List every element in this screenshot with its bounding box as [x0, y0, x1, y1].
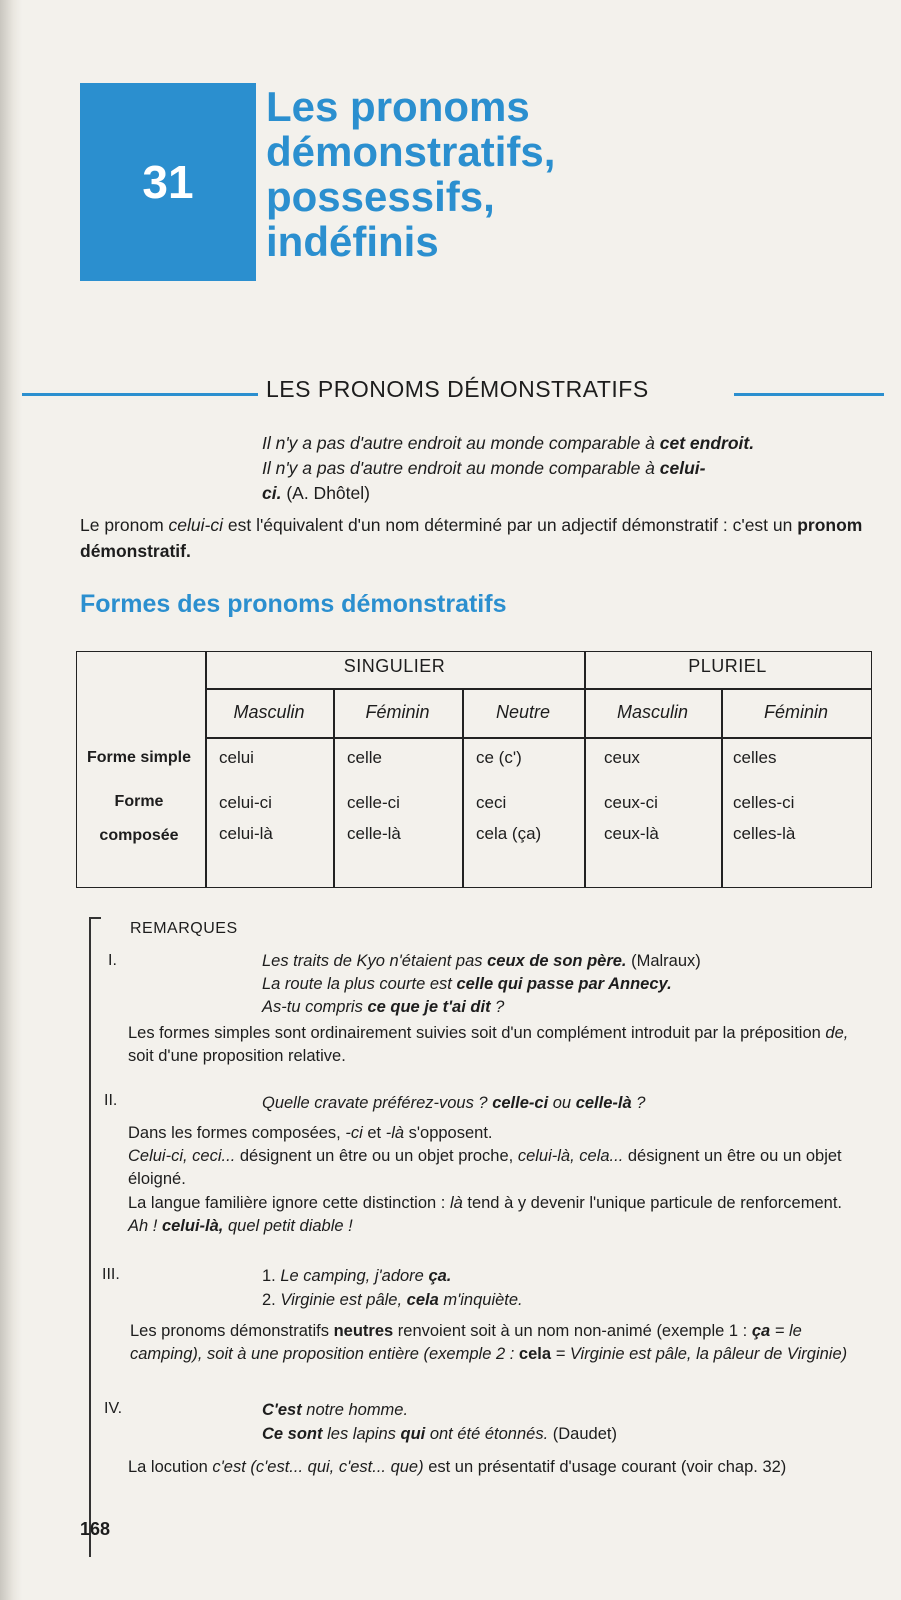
table-cell: celui-ci	[219, 793, 272, 812]
text: renvoient soit à un nom non-animé (exemple 1 :	[393, 1322, 752, 1340]
text: La locution	[128, 1458, 213, 1476]
text-italic: -là	[385, 1124, 405, 1142]
text-bold-italic: celui-là,	[161, 1217, 224, 1235]
text-italic: c'est (c'est... qui, c'est... que)	[212, 1458, 424, 1476]
example-emphasis: ceux de son père.	[487, 952, 627, 970]
text: soit d'une proposition relative.	[128, 1047, 346, 1065]
chapter-title-line: Les pronoms	[266, 83, 530, 130]
remark-numeral: IV.	[104, 1400, 123, 1417]
example-text: Les traits de Kyo n'étaient pas	[262, 952, 488, 970]
quote-emphasis: ci.	[262, 483, 282, 503]
text-italic: celui-ci	[168, 515, 223, 535]
table-group-singular: SINGULIER	[343, 656, 446, 676]
example-emphasis: qui	[400, 1425, 426, 1443]
intro-paragraph	[80, 512, 870, 564]
example-emphasis: cela	[406, 1291, 439, 1309]
text: Les formes simples sont ordinairement suivies soit d'un complément introduit par la préposition	[128, 1024, 826, 1042]
table-cell: ceci	[476, 793, 507, 812]
remark-numeral: III.	[102, 1266, 120, 1283]
page-number: 168	[80, 1519, 111, 1539]
table-cell: celui	[219, 748, 254, 767]
text: est un présentatif d'usage courant (voir chap. 32)	[423, 1458, 787, 1476]
example-emphasis: C'est	[262, 1401, 302, 1419]
table-column-header: Féminin	[763, 702, 829, 722]
table-cell: cela (ça)	[476, 824, 542, 843]
table-column-header: Féminin	[365, 702, 430, 722]
table-row-header: composée	[99, 827, 179, 844]
example-text: La route la plus courte est	[262, 975, 457, 993]
remark-1-text	[128, 1022, 858, 1068]
table-cell: ceux-là	[604, 824, 659, 843]
example-number: 2.	[262, 1291, 276, 1309]
remark-1-examples	[262, 950, 862, 1019]
remarks-bracket	[89, 917, 91, 1557]
text-italic: là	[449, 1194, 463, 1212]
text-italic: Celui-ci, ceci...	[128, 1147, 236, 1165]
table-cell: ce (c')	[476, 748, 522, 767]
quote-text: Il n'y a pas d'autre endroit au monde comparable à	[262, 433, 660, 453]
page-binding-edge	[0, 0, 22, 1600]
chapter-number: 31	[142, 156, 194, 208]
text: Les pronoms démonstratifs	[130, 1322, 334, 1340]
intro-quote	[262, 431, 862, 506]
example-text: ?	[631, 1094, 646, 1112]
section-title: LES PRONOMS DÉMONSTRATIFS	[266, 376, 649, 402]
table-cell: celles-là	[733, 824, 796, 843]
example-text: ont été étonnés.	[425, 1425, 549, 1443]
example-text: Virginie est pâle,	[280, 1291, 407, 1309]
table-cell: celle-là	[347, 824, 401, 843]
example-emphasis: celle-là	[575, 1094, 632, 1112]
text: s'opposent.	[404, 1124, 493, 1142]
text-bold: cela	[518, 1345, 552, 1363]
text: et	[362, 1124, 386, 1142]
remark-2-text-2	[128, 1192, 858, 1238]
remarks-heading: REMARQUES	[130, 920, 238, 937]
example-text: Le camping, j'adore	[280, 1267, 429, 1285]
table-row-header: Forme	[114, 793, 164, 810]
example-text: As-tu compris	[262, 998, 368, 1016]
remark-2-example	[262, 1091, 645, 1116]
example-number: 1.	[262, 1267, 276, 1285]
example-text: ?	[490, 998, 505, 1016]
table-cell: celle-ci	[347, 793, 400, 812]
example-text: ou	[548, 1094, 576, 1112]
example-emphasis: ça.	[428, 1267, 452, 1285]
remark-3-text	[130, 1320, 858, 1366]
chapter-title	[266, 84, 866, 264]
demonstrative-forms-table	[76, 651, 872, 888]
text-italic: = le camping), soit à une proposition entière (exemple 2 :	[130, 1322, 802, 1363]
remark-numeral: II.	[104, 1092, 118, 1109]
example-source: (Malraux)	[626, 952, 701, 970]
table-column-header: Masculin	[233, 702, 305, 722]
table-cell: ceux-ci	[604, 793, 658, 812]
table-group-plural: PLURIEL	[688, 656, 767, 676]
remark-4-text	[128, 1456, 858, 1479]
text-italic: de,	[825, 1024, 849, 1042]
example-text: les lapins	[322, 1425, 401, 1443]
table-column-header: Neutre	[495, 702, 551, 722]
chapter-number-box	[80, 83, 256, 281]
table-cell: celles	[733, 748, 777, 767]
text: La langue familière ignore cette distinction :	[128, 1194, 450, 1212]
text: Le pronom	[80, 515, 169, 535]
example-emphasis: Ce sont	[262, 1425, 323, 1443]
table-row-header: Forme simple	[86, 749, 192, 766]
text: désignent un être ou un objet proche,	[235, 1147, 518, 1165]
example-emphasis: celle qui passe par Annecy.	[456, 975, 672, 993]
remark-numeral: I.	[108, 952, 117, 969]
chapter-title-line: possessifs,	[266, 173, 495, 220]
quote-text: Il n'y a pas d'autre endroit au monde comparable à	[262, 458, 660, 478]
text-bold: pronom démonstratif.	[80, 515, 863, 561]
chapter-title-line: démonstratifs,	[266, 128, 556, 175]
example-text: m'inquiète.	[438, 1291, 523, 1309]
text: tend à y devenir l'unique particule de renforcement.	[462, 1194, 842, 1212]
table-cell: celui-là	[219, 824, 273, 843]
forms-heading: Formes des pronoms démonstratifs	[80, 590, 507, 618]
remark-4-examples	[262, 1398, 617, 1446]
quote-emphasis: celui-	[659, 458, 706, 478]
section-rule-left	[22, 393, 258, 396]
chapter-title-line: indéfinis	[266, 218, 439, 265]
text: est l'équivalent d'un nom déterminé par un adjectif démonstratif : c'est un	[223, 515, 798, 535]
example-source: (Daudet)	[548, 1425, 617, 1443]
section-rule-right	[734, 393, 884, 396]
quote-emphasis: cet endroit.	[659, 433, 755, 453]
text-italic: -ci	[345, 1124, 363, 1142]
text-italic: celui-là, cela...	[517, 1147, 624, 1165]
example-emphasis: celle-ci	[492, 1094, 549, 1112]
example-text: notre homme.	[301, 1401, 409, 1419]
quote-source: (A. Dhôtel)	[281, 483, 370, 503]
text-italic: quel petit diable !	[223, 1217, 353, 1235]
remarks-bracket-top	[89, 917, 101, 919]
table-column-header: Masculin	[616, 702, 689, 722]
example-emphasis: ce que je t'ai dit	[367, 998, 491, 1016]
text-bold: neutres	[333, 1322, 394, 1340]
table-cell: celle	[347, 748, 382, 767]
text-bold-italic: ça	[751, 1322, 771, 1340]
example-text: Quelle cravate préférez-vous ?	[262, 1094, 493, 1112]
text-italic: Ah !	[128, 1217, 162, 1235]
text: Dans les formes composées,	[128, 1124, 346, 1142]
text-italic: = Virginie est pâle, la pâleur de Virginie)	[551, 1345, 848, 1363]
remark-2-text-1	[128, 1122, 858, 1191]
table-cell: celles-ci	[733, 793, 795, 812]
text: désignent un être ou un objet éloigné.	[128, 1147, 842, 1188]
remark-3-examples	[262, 1264, 523, 1312]
table-cell: ceux	[604, 748, 640, 767]
